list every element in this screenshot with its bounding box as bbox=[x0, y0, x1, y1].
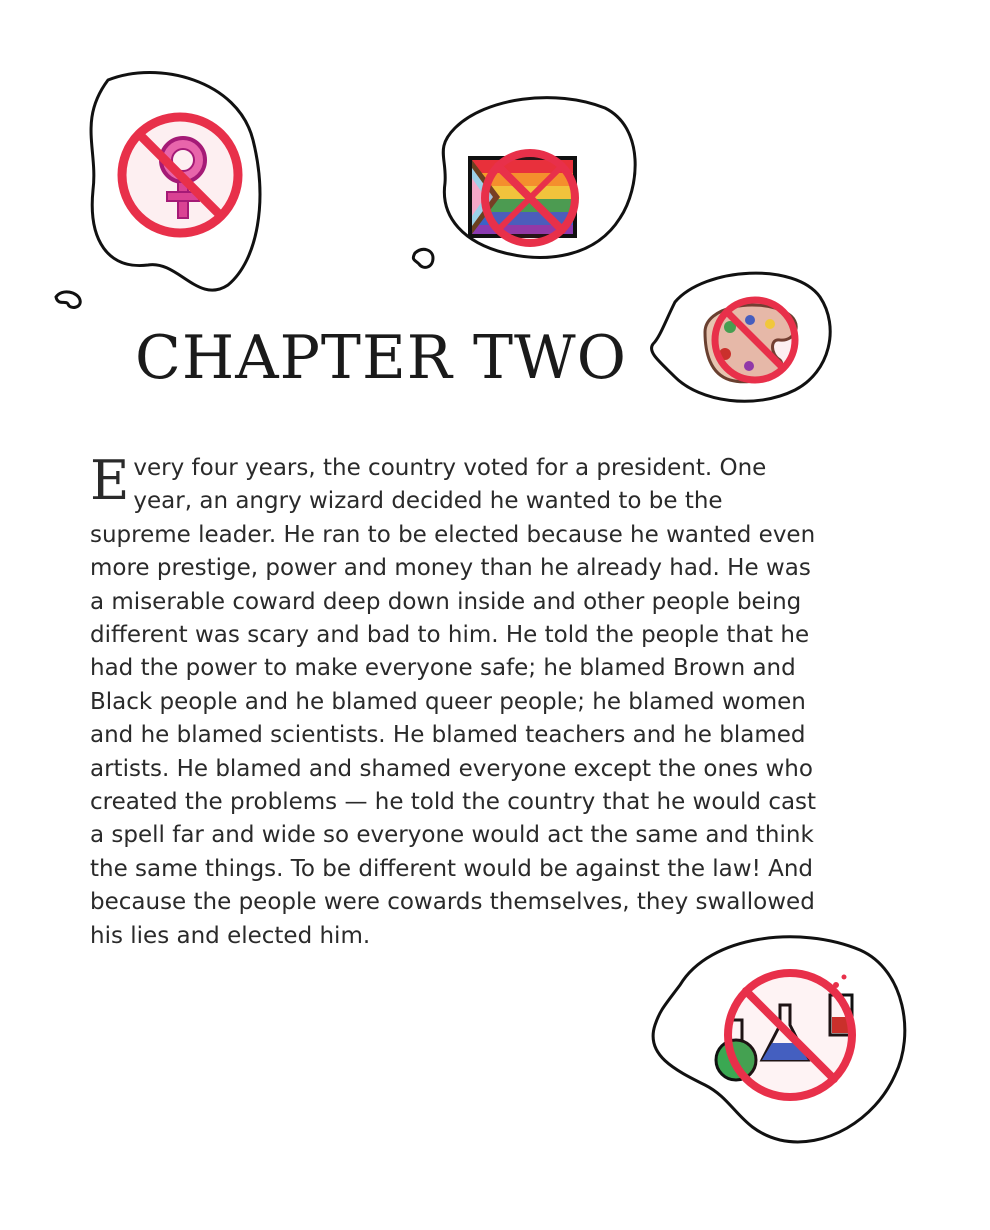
chapter-title: CHAPTER TWO bbox=[135, 323, 627, 393]
banned-pride-flag-icon bbox=[405, 88, 655, 278]
drop-cap: E bbox=[90, 449, 130, 512]
banned-science-flasks-icon bbox=[640, 925, 920, 1160]
story-paragraph: very four years, the country voted for a president. One year, an angry wizard decided he wanted to be the supreme leader. He ran to be elected because he wanted even more prestige, power and money than he already had. He was a miserable coward deep down inside and other people being different was scary and bad to him. He told the people that he had the power to make everyone safe; he blamed Brown and Black people and he blamed queer people; he blamed women and he blamed scientists. He blamed teachers and he blamed artists. He blamed and shamed everyone except the ones who created the problems — he told the country that he would cast a spell far and wide so everyone would act the same and think the same things. To be different would be against the law! And because the people were cowards themselves, they swallowed his lies and elected him. bbox=[90, 455, 817, 949]
banned-art-palette-icon bbox=[645, 262, 845, 412]
banned-venus-symbol-icon bbox=[48, 60, 278, 320]
story-body bbox=[90, 449, 820, 953]
